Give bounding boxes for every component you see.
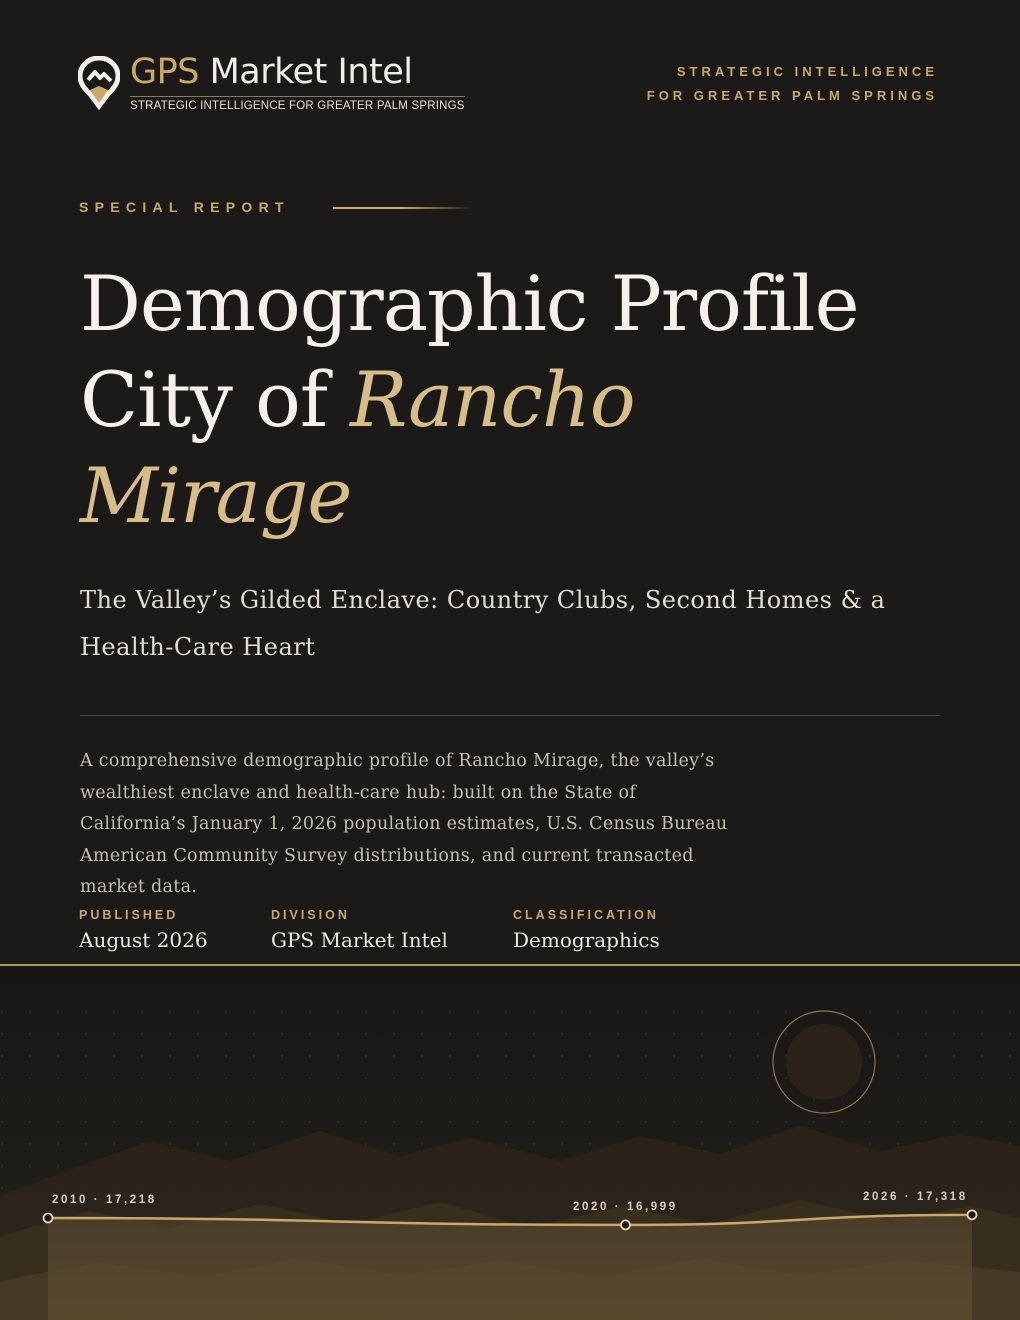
- tagline-line-1: STRATEGIC INTELLIGENCE: [676, 64, 938, 79]
- population-trend-chart: [0, 966, 1020, 1320]
- page-title: [80, 256, 980, 544]
- meta-division: [271, 908, 448, 952]
- meta-published-label: PUBLISHED: [79, 908, 179, 922]
- meta-classification-value: Demographics: [513, 928, 660, 952]
- report-summary: A comprehensive demographic profile of Rancho Mirage, the valley’s wealthiest enclave and health-care hub: built on the State of California’s January 1, 2026 population estimates, U.S. Census Bureau American Community Survey distributions, and current transacted market data.: [80, 751, 728, 897]
- trend-point: [621, 1220, 630, 1229]
- trend-point-label: 2026 · 17,318: [863, 1190, 968, 1203]
- meta-division-label: DIVISION: [271, 908, 350, 922]
- meta-published-value: August 2026: [79, 928, 208, 952]
- tagline-line-2: FOR GREATER PALM SPRINGS: [646, 88, 938, 103]
- trend-area: [48, 1215, 972, 1320]
- sun-disc: [786, 1024, 862, 1100]
- trend-point-label: 2010 · 17,218: [52, 1194, 157, 1206]
- trend-point-label: 2020 · 16,999: [573, 1200, 678, 1213]
- title-line-2: City of Rancho: [80, 355, 635, 444]
- meta-division-value: GPS Market Intel: [271, 928, 448, 952]
- brand-subline: STRATEGIC INTELLIGENCE FOR GREATER PALM SPRINGS: [130, 96, 465, 112]
- section-divider: [80, 715, 940, 716]
- meta-classification-label: CLASSIFICATION: [513, 908, 659, 922]
- title-line-1: Demographic Profile: [80, 259, 859, 348]
- title-emphasis-2: Mirage: [80, 451, 352, 540]
- location-pin-icon: [78, 56, 120, 110]
- title-emphasis: Rancho: [350, 355, 635, 444]
- trend-point: [968, 1210, 977, 1219]
- population-trend-panel: [0, 966, 1020, 1320]
- meta-published: [79, 908, 208, 952]
- trend-point: [44, 1214, 53, 1223]
- brand-name: GPS Market Intel: [130, 52, 413, 92]
- brand-logo: [78, 52, 465, 118]
- report-kicker: SPECIAL REPORT: [79, 199, 290, 215]
- header-tagline: [647, 60, 938, 108]
- meta-classification: [513, 908, 660, 952]
- page-subtitle: The Valley’s Gilded Enclave: Country Clubs, Second Homes & a Health-Care Heart: [80, 586, 886, 661]
- kicker-rule: [333, 207, 473, 209]
- title-line-3: [80, 448, 980, 544]
